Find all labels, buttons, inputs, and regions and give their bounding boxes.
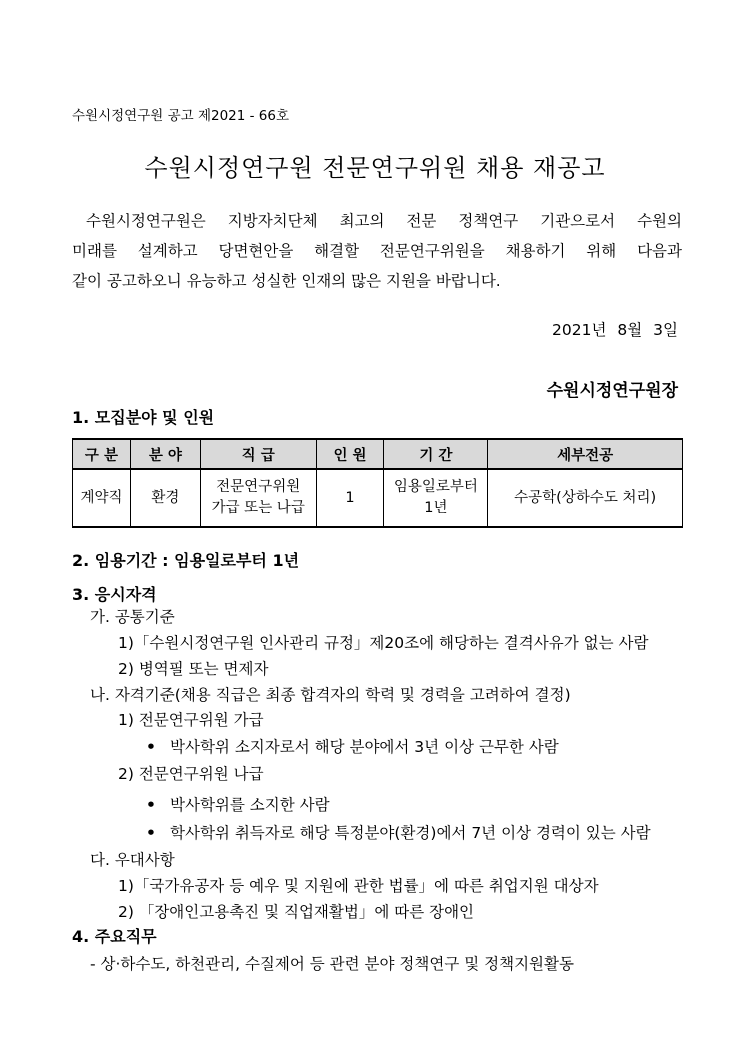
section-2-heading: 2. 임용기간 : 임용일로부터 1년	[72, 551, 300, 570]
cell-count: 1	[316, 469, 384, 527]
intro-paragraph	[72, 206, 682, 296]
preference-label: 다. 우대사항	[90, 851, 175, 869]
page-title: 수원시정연구원 전문연구위원 채용 재공고	[144, 154, 606, 182]
duty-item: - 상·하수도, 하천관리, 수질제어 등 관련 분야 정책연구 및 정책지원활동	[90, 955, 574, 973]
cell-major: 수공학(상하수도 처리)	[488, 469, 683, 527]
intro-line: 같이 공고하오니 유능하고 성실한 인재의 많은 지원을 바랍니다.	[72, 272, 501, 290]
grade-b-label: 2) 전문연구위원 나급	[118, 765, 264, 783]
notice-date: 2021년 8월 3일	[552, 321, 678, 339]
cell-period	[384, 469, 488, 527]
cell-rank	[200, 469, 316, 527]
grade-b-bullet: • 학사학위 취득자로 해당 특정분야(환경)에서 7년 이상 경력이 있는 사람	[146, 821, 651, 843]
grade-a-label: 1) 전문연구위원 가급	[118, 711, 264, 729]
intro-line: 수원시정연구원은 지방자치단체 최고의 전문 정책연구 기관으로서 수원의	[86, 212, 682, 230]
header-period: 기 간	[384, 439, 488, 469]
header-category: 구 분	[73, 439, 131, 469]
notice-number: 수원시정연구원 공고 제2021 - 66호	[72, 108, 290, 124]
issuer-name: 수원시정연구원장	[546, 381, 678, 401]
common-criteria-label: 가. 공통기준	[90, 608, 175, 626]
table-row	[73, 469, 683, 527]
common-criteria-item: 2) 병역필 또는 면제자	[118, 660, 269, 678]
section-4-heading: 4. 주요직무	[72, 927, 157, 946]
section-1-heading: 1. 모집분야 및 인원	[72, 408, 215, 427]
intro-line: 미래를 설계하고 당면현안을 해결할 전문연구위원을 채용하기 위해 다음과	[72, 242, 682, 260]
period-line: 임용일로부터	[393, 479, 478, 495]
qualification-label: 나. 자격기준(채용 직급은 최종 합격자의 학력 및 경력을 고려하여 결정)	[90, 686, 571, 704]
period-line: 1년	[424, 500, 448, 516]
header-count: 인 원	[316, 439, 384, 469]
preference-item: 2) 「장애인고용촉진 및 직업재활법」에 따른 장애인	[118, 903, 475, 921]
rank-line: 가급 또는 나급	[211, 500, 305, 516]
cell-category: 계약직	[73, 469, 131, 527]
header-rank: 직 급	[200, 439, 316, 469]
recruitment-table	[72, 438, 683, 528]
section-3-heading: 3. 응시자격	[72, 585, 157, 604]
grade-b-bullet: • 박사학위를 소지한 사람	[146, 793, 330, 815]
rank-line: 전문연구위원	[216, 479, 301, 495]
header-major: 세부전공	[488, 439, 683, 469]
preference-item: 1)「국가유공자 등 예우 및 지원에 관한 법률」에 따른 취업지원 대상자	[118, 877, 599, 895]
cell-field: 환경	[130, 469, 200, 527]
common-criteria-item: 1)「수원시정연구원 인사관리 규정」제20조에 해당하는 결격사유가 없는 사람	[118, 634, 649, 652]
grade-a-bullet: • 박사학위 소지자로서 해당 분야에서 3년 이상 근무한 사람	[146, 735, 559, 757]
header-field: 분 야	[130, 439, 200, 469]
table-header-row	[73, 439, 683, 469]
